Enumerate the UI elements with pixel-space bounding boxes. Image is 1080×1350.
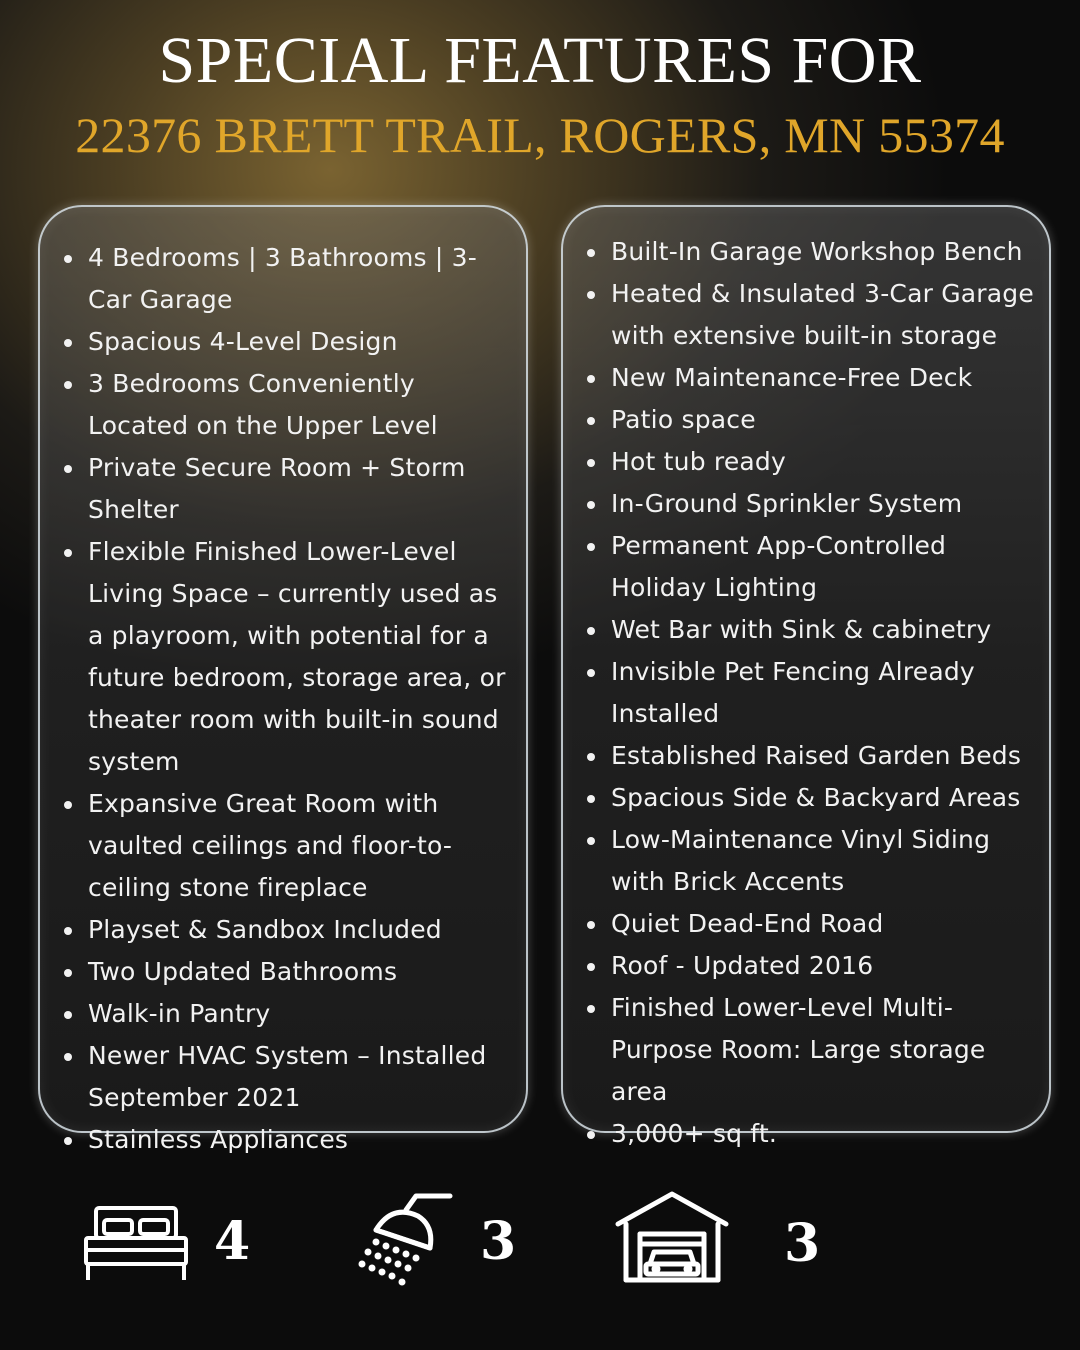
features-panel-right	[561, 205, 1051, 1148]
page-title: SPECIAL FEATURES FOR	[158, 24, 922, 97]
list-item: Flexible Finished Lower-Level Living Space – currently used as a playroom, with potential for a future bedroom, storage area, or theater room with built-in sound system	[64, 531, 516, 783]
features-list-left	[64, 237, 516, 1161]
list-item: Stainless Appliances	[64, 1119, 516, 1161]
list-item: 3 Bedrooms Conveniently Located on the Upper Level	[64, 363, 516, 447]
bed-icon	[84, 1204, 188, 1284]
list-item: Walk-in Pantry	[64, 993, 516, 1035]
shower-icon	[356, 1190, 456, 1290]
list-item: Roof - Updated 2016	[587, 945, 1045, 987]
list-item: Built-In Garage Workshop Bench	[587, 231, 1045, 273]
list-item: Private Secure Room + Storm Shelter	[64, 447, 516, 531]
list-item: Wet Bar with Sink & cabinetry	[587, 609, 1045, 651]
list-item: Heated & Insulated 3-Car Garage with extensive built-in storage	[587, 273, 1045, 357]
list-item: Hot tub ready	[587, 441, 1045, 483]
list-item: Permanent App-Controlled Holiday Lighting	[587, 525, 1045, 609]
list-item: Playset & Sandbox Included	[64, 909, 516, 951]
bedrooms-stat	[84, 1200, 284, 1290]
list-item: Two Updated Bathrooms	[64, 951, 516, 993]
list-item: Spacious Side & Backyard Areas	[587, 777, 1045, 819]
list-item: Low-Maintenance Vinyl Siding with Brick Accents	[587, 819, 1045, 903]
garage-count: 3	[784, 1213, 821, 1274]
list-item: Expansive Great Room with vaulted ceilings and floor-to-ceiling stone fireplace	[64, 783, 516, 909]
features-panel-left	[38, 205, 528, 1154]
list-item: Invisible Pet Fencing Already Installed	[587, 651, 1045, 735]
garage-icon	[614, 1190, 730, 1284]
bathrooms-stat	[356, 1190, 556, 1290]
bedrooms-count: 4	[214, 1211, 251, 1272]
list-item: In-Ground Sprinkler System	[587, 483, 1045, 525]
list-item: New Maintenance-Free Deck	[587, 357, 1045, 399]
bathrooms-count: 3	[480, 1211, 517, 1272]
list-item: Established Raised Garden Beds	[587, 735, 1045, 777]
list-item: Finished Lower-Level Multi-Purpose Room: Large storage area	[587, 987, 1045, 1113]
list-item: Quiet Dead-End Road	[587, 903, 1045, 945]
list-item: Patio space	[587, 399, 1045, 441]
list-item: 4 Bedrooms | 3 Bathrooms | 3-Car Garage	[64, 237, 516, 321]
property-address: 22376 BRETT TRAIL, ROGERS, MN 55374	[75, 107, 1005, 163]
garage-stat	[614, 1190, 834, 1290]
list-item: Newer HVAC System – Installed September 2021	[64, 1035, 516, 1119]
list-item: Spacious 4-Level Design	[64, 321, 516, 363]
features-list-right	[587, 231, 1045, 1155]
list-item: 3,000+ sq ft.	[587, 1113, 1045, 1155]
